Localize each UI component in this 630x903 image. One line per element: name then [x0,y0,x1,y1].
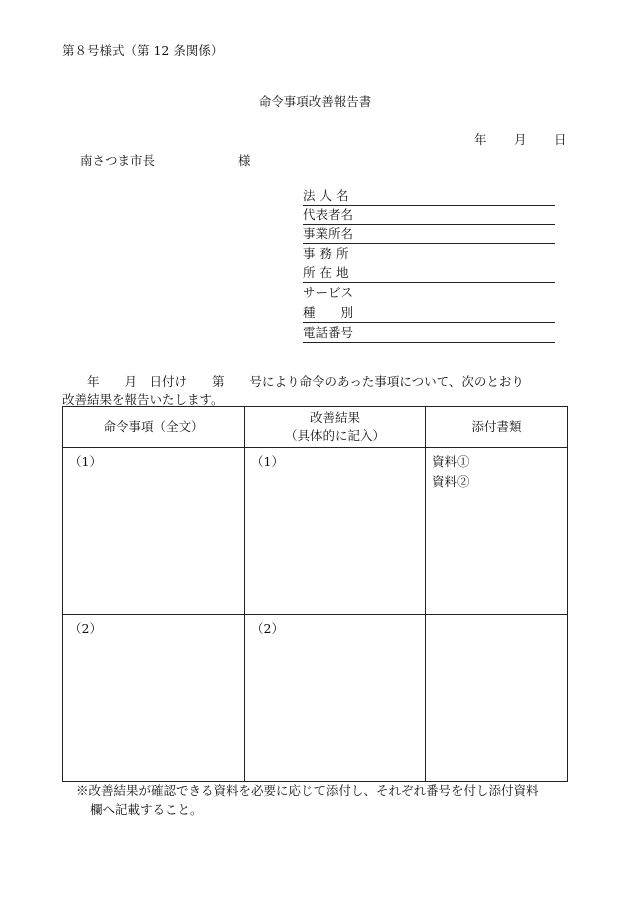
improvement-result-table [62,406,568,782]
order-cell[interactable] [63,615,245,782]
field-label: 所 在 地 [303,265,349,280]
form-number: 第８号様式（第 12 条関係） [62,43,224,58]
result-number: （1） [251,454,284,469]
field-service-label-line1 [303,286,555,302]
field-label: 種 別 [303,305,354,320]
header-attachments: 添付書類 [426,407,568,448]
field-office-address[interactable] [303,266,555,283]
field-label: 電話番号 [303,325,354,340]
note-text-line2: 欄へ記載すること。 [90,802,203,817]
header-result [245,407,426,448]
field-label: 事 務 所 [303,246,349,261]
result-cell[interactable] [245,448,426,615]
document-title: 命令事項改善報告書 [258,94,372,109]
field-label: 代表者名 [303,207,354,222]
intro-text-line2: 改善結果を報告いたします。 [62,392,224,407]
table-header-row [63,407,568,448]
field-label: 事業所名 [303,226,354,241]
order-cell[interactable] [63,448,245,615]
table-row [63,615,568,782]
field-office-name[interactable] [303,227,555,244]
table-row [63,448,568,615]
attachment-item: 資料① [432,454,470,469]
order-number: （1） [69,454,102,469]
result-number: （2） [251,621,284,636]
field-office-label-line1 [303,247,555,263]
field-label: 法 人 名 [303,188,349,203]
field-service-type[interactable] [303,306,555,323]
attachments-cell[interactable] [426,615,568,782]
date-year-label: 年 [474,132,487,147]
field-corporation-name[interactable] [303,189,555,206]
intro-text-line1: 年 月 日付け 第 号により命令のあった事項について、次のとおり [62,374,524,389]
addressee-honorific: 様 [238,153,251,168]
header-result-line1: 改善結果 [309,410,360,425]
addressee-name: 南さつま市長 [80,153,156,168]
date-month-label: 月 [514,132,527,147]
result-cell[interactable] [245,615,426,782]
attachment-item: 資料② [432,474,470,489]
date-day-label: 日 [554,132,567,147]
field-representative-name[interactable] [303,208,555,225]
note-text-line1: ※改善結果が確認できる資料を必要に応じて添付し、それぞれ番号を付し添付資料 [76,783,539,798]
header-result-line2: （具体的に記入） [284,428,385,443]
attachments-cell[interactable] [426,448,568,615]
field-label: サービス [303,285,354,300]
field-phone-number[interactable] [303,326,555,343]
header-order: 命令事項（全文） [63,407,245,448]
order-number: （2） [69,621,102,636]
